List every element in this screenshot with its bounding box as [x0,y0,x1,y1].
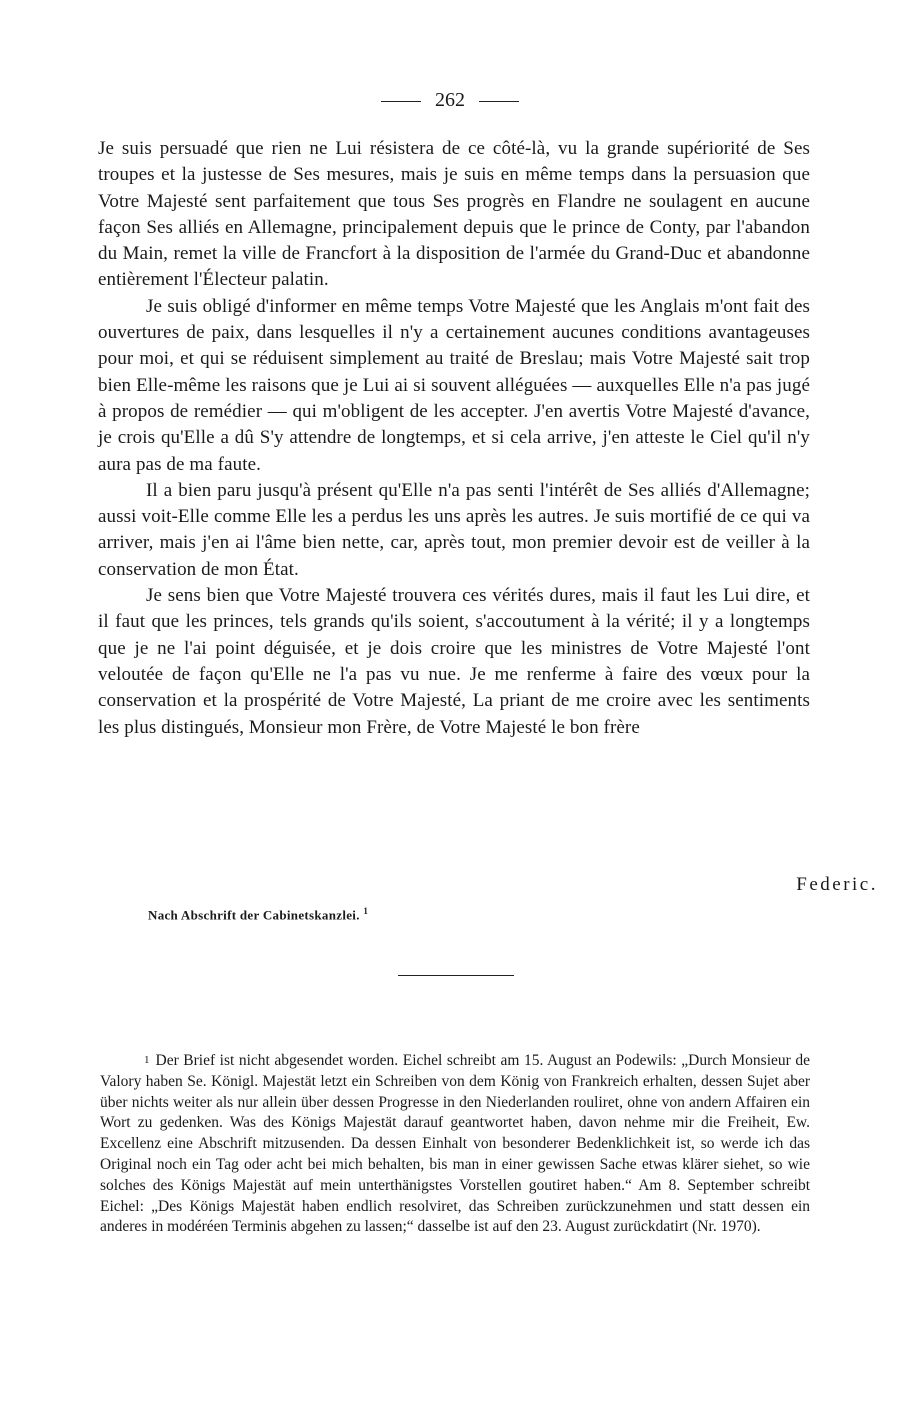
footnote-reference: 1 [363,906,369,916]
footnote-paragraph [100,1050,810,1238]
page-header [0,88,900,112]
page-number: 262 [435,89,465,111]
letter-body [98,136,810,741]
footnote-marker: 1 [144,1054,150,1066]
letter-paragraph: Je suis persuadé que rien ne Lui résistera de ce côté-là, vu la grande supériorité de Ses troupes et la justesse de Ses mesures, mais je suis en même temps dans la persuasion que Votre Majesté sent parfaitement que tous Ses progrès en Flandre ne soulagent en aucune façon Ses alliés en Allemagne, principalement depuis que le prince de Conty, par l'abandon du Main, remet la ville de Francfort à la disposition de l'armée du Grand-Duc et abandonne entièrement l'Électeur palatin. [98,138,810,291]
footnote [100,1050,810,1238]
footnote-text: Der Brief ist nicht abgesendet worden. Eichel schreibt am 15. August an Podewils: „Durch Monsieur de Valory haben Se. Königl. Majestät letzt ein Schreiben von dem König von Frankreich erhalten, dessen Sujet aber über nichts weiter als nur allein über dessen Progresse in den Niederlanden rouliret, ohne von andern Affairen ein Wort zu gedenken. Was des Königs Majestät darauf geantwortet haben, davon nehme mir die Freiheit, Ew. Excellenz eine Abschrift mitzusenden. Da dessen Einhalt von besonderer Bedenklichkeit ist, so werde ich das Original noch ein Tag oder acht bei mich behalten, bis man in einer gewissen Sache etwas klärer siehet, so wie solches des Königs Majestät auf mein unterthänigstes Vorstellen goutiret haben.“ Am 8. September schreibt Eichel: „Des Königs Majestät haben endlich resolviret, das Schreiben zurückzunehmen und statt dessen ein anderes in modéréen Terminis abgehen zu lassen;“ dasselbe ist auf den 23. August zurückdatirt (Nr. 1970). [100,1052,810,1236]
letter-paragraph: Je suis obligé d'informer en même temps Votre Majesté que les Anglais m'ont fait des ouvertures de paix, dans lesquelles il n'y a certainement aucunes conditions avantageuses pour moi, et qui se réduisent simplement au traité de Breslau; mais Votre Majesté sait trop bien Elle-même les raisons que je Lui ai si souvent alléguées — auxquelles Elle n'a pas jugé à propos de remédier — qui m'obligent de les accepter. J'en avertis Votre Majesté d'avance, je crois qu'Elle a dû S'y attendre de longtemps, et si cela arrive, j'en atteste le Ciel qu'il n'y aura pas de ma faute. [98,295,810,475]
footnote-separator [398,975,514,976]
letter-signature: Federic. [796,874,878,895]
letter-paragraph: Je sens bien que Votre Majesté trouvera ces vérités dures, mais il faut les Lui dire, et il faut que les princes, tels grands qu'ils soient, s'accoutument à la vérité; il y a longtemps que je ne l'ai point déguisée, et je dois croire que les ministres de Votre Majesté l'ont veloutée de façon qu'Elle ne l'a pas vu nue. Je me renferme à faire des vœux pour la conservation et la prospérité de Votre Majesté, La priant de me croire avec les sentiments les plus distingués, Monsieur mon Frère, de Votre Majesté le bon frère [98,585,810,738]
source-note-text: Nach Abschrift der Cabinetskanzlei. [148,907,360,923]
header-dash-right [479,101,519,102]
header-dash-left [381,101,421,102]
source-note [148,906,368,923]
letter-paragraph: Il a bien paru jusqu'à présent qu'Elle n'a pas senti l'intérêt de Ses alliés d'Allemagne; aussi voit-Elle comme Elle les a perdus les uns après les autres. Je suis mortifié de ce qui va arriver, mais j'en ai l'âme bien nette, car, après tout, mon premier devoir est de veiller à la conservation de mon État. [98,479,810,580]
